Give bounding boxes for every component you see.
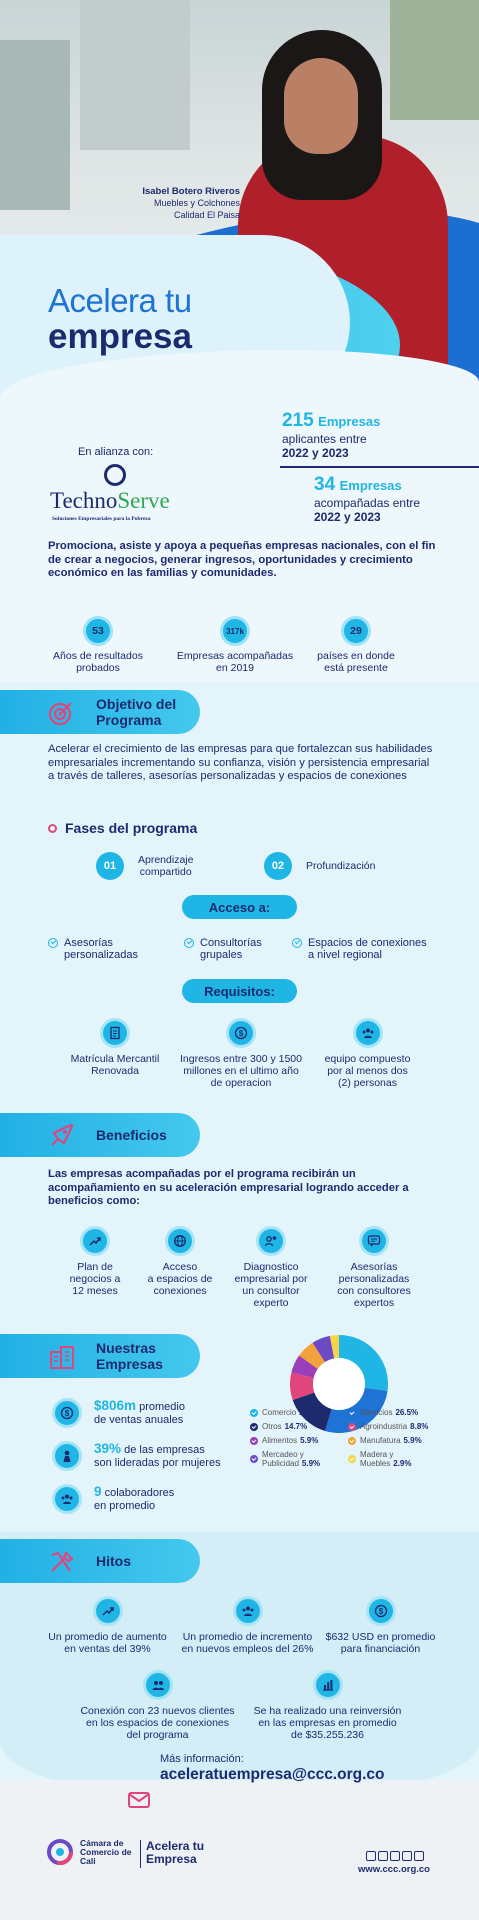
benefit-3-line-4: experto bbox=[253, 1297, 289, 1309]
contact-label: Más información: bbox=[160, 1753, 244, 1765]
chart-legend bbox=[250, 1408, 450, 1468]
company-fact-3-rest-1: colaboradores bbox=[101, 1487, 175, 1499]
buildings-icon bbox=[48, 1344, 76, 1375]
access-item-2 bbox=[184, 937, 262, 961]
objective-title-1: Objetivo del bbox=[96, 696, 177, 712]
youtube-icon[interactable] bbox=[378, 1851, 388, 1861]
requirement-2-line-2: millones en el ultimo año bbox=[183, 1065, 299, 1077]
legend-label bbox=[360, 1422, 428, 1431]
legend-label bbox=[360, 1450, 411, 1468]
figure-years bbox=[48, 616, 148, 674]
legend-name: Agroindustria bbox=[360, 1422, 408, 1431]
svg-text:$: $ bbox=[378, 1607, 383, 1616]
company-fact-2-rest-2: son lideradas por mujeres bbox=[94, 1457, 221, 1469]
legend-name: Mercadeo y bbox=[262, 1450, 304, 1459]
growth-icon bbox=[93, 1596, 123, 1626]
check-icon bbox=[184, 938, 194, 948]
legend-name: Manufatura bbox=[360, 1436, 401, 1445]
requirement-item-2 bbox=[172, 1018, 310, 1089]
instagram-icon[interactable] bbox=[414, 1851, 424, 1861]
document-icon bbox=[100, 1018, 130, 1048]
figure-years-label-1: Años de resultados bbox=[53, 650, 143, 662]
legend-percent: 14.7% bbox=[284, 1422, 308, 1431]
footer-divider bbox=[140, 1840, 141, 1868]
company-fact-2-rest-1: de las empresas bbox=[121, 1444, 205, 1456]
benefits-intro: Las empresas acompañadas por el programa recibirán un acompañamiento en su aceleración empresarial logrando acceder a beneficios como: bbox=[48, 1168, 409, 1207]
legend-label bbox=[360, 1408, 418, 1417]
figure-countries-value: 29 bbox=[341, 616, 371, 646]
linkedin-icon[interactable] bbox=[402, 1851, 412, 1861]
legend-label bbox=[262, 1450, 320, 1468]
milestone-5-line-2: en las empresas en promedio bbox=[258, 1717, 397, 1729]
legend-name: Alimentos bbox=[262, 1436, 298, 1445]
business-name-line2: Calidad El Paisa bbox=[173, 210, 240, 220]
stat-applicants bbox=[282, 410, 472, 460]
requirement-2-line-1: Ingresos entre 300 y 1500 bbox=[179, 1053, 302, 1065]
milestone-item-1 bbox=[40, 1596, 175, 1655]
milestone-2-line-2: en nuevos empleos del 26% bbox=[181, 1643, 314, 1655]
legend-check-icon bbox=[348, 1423, 356, 1431]
stat-accompanied-number: 34 bbox=[314, 474, 336, 495]
person-name: Isabel Botero Riveros bbox=[142, 186, 240, 197]
benefits-header bbox=[0, 1113, 200, 1157]
legend-item bbox=[348, 1450, 448, 1468]
legend-percent: 5.9% bbox=[403, 1436, 422, 1445]
legend-item bbox=[250, 1408, 348, 1417]
benefit-item-3 bbox=[226, 1226, 316, 1309]
team-icon bbox=[233, 1596, 263, 1626]
facebook-icon[interactable] bbox=[366, 1851, 376, 1861]
target-icon bbox=[48, 700, 74, 731]
background-tree bbox=[390, 0, 479, 120]
access-label-1b: personalizadas bbox=[64, 949, 138, 961]
objective-title-2: Programa bbox=[96, 712, 162, 728]
title-line2: empresa bbox=[48, 317, 192, 356]
website-link[interactable]: www.ccc.org.co bbox=[358, 1864, 430, 1875]
phase-item-1 bbox=[96, 852, 193, 880]
benefit-3-line-1: Diagnostico bbox=[243, 1261, 299, 1273]
twitter-icon[interactable] bbox=[390, 1851, 400, 1861]
benefit-4-line-4: expertos bbox=[353, 1297, 395, 1309]
phase-label-1b: compartido bbox=[139, 866, 192, 878]
title-line1: Acelera tu bbox=[48, 282, 192, 319]
rocket-icon bbox=[48, 1123, 76, 1154]
objective-header bbox=[0, 690, 200, 734]
figure-companies-label-2: en 2019 bbox=[216, 662, 254, 674]
figure-countries-label-1: países en donde bbox=[317, 650, 395, 662]
access-label-1a: Asesorías bbox=[64, 937, 113, 949]
legend-check-icon bbox=[348, 1455, 356, 1463]
ccc-logo-icon bbox=[46, 1838, 74, 1866]
company-fact-1 bbox=[52, 1398, 185, 1428]
org-name-1: Cámara de bbox=[80, 1837, 124, 1848]
org-name-2: Comercio de bbox=[80, 1846, 132, 1857]
legend-percent: 8.8% bbox=[410, 1422, 429, 1431]
globe-icon bbox=[165, 1226, 195, 1256]
svg-text:$: $ bbox=[64, 1409, 70, 1418]
milestone-item-4 bbox=[75, 1670, 240, 1741]
company-fact-3-highlight: 9 bbox=[94, 1484, 102, 1499]
legend-percent: 26.5% bbox=[299, 1408, 322, 1417]
legend-label bbox=[360, 1436, 422, 1445]
requirement-item-3 bbox=[310, 1018, 425, 1089]
phase-label-1a: Aprendizaje bbox=[138, 854, 194, 866]
legend-label bbox=[262, 1408, 322, 1417]
access-label-3a: Espacios de conexiones bbox=[308, 937, 427, 949]
team-icon bbox=[353, 1018, 383, 1048]
access-item-3 bbox=[292, 937, 427, 961]
legend-item bbox=[250, 1422, 348, 1431]
legend-check-icon bbox=[348, 1409, 356, 1417]
benefit-item-2 bbox=[140, 1226, 220, 1297]
access-label-3b: a nivel regional bbox=[308, 949, 382, 961]
figure-countries bbox=[306, 616, 406, 674]
background-building bbox=[80, 0, 190, 150]
people-icon bbox=[143, 1670, 173, 1700]
benefit-1-line-1: Plan de bbox=[77, 1261, 113, 1273]
legend-percent: 5.9% bbox=[301, 1459, 321, 1468]
phases-title: Fases del programa bbox=[65, 820, 198, 836]
company-fact-1-highlight: $806m bbox=[94, 1398, 137, 1413]
growth-icon bbox=[80, 1226, 110, 1256]
stat-applicants-unit: Empresas bbox=[318, 414, 381, 429]
legend-item bbox=[348, 1422, 448, 1431]
legend-name-line2: Muebles bbox=[360, 1459, 391, 1468]
access-label-2b: grupales bbox=[200, 949, 243, 961]
legend-name: Comercio bbox=[262, 1408, 297, 1417]
tools-icon bbox=[48, 1549, 76, 1580]
company-fact-1-rest-2: de ventas anuales bbox=[94, 1414, 184, 1426]
milestone-item-5 bbox=[245, 1670, 410, 1741]
benefits-title: Beneficios bbox=[96, 1127, 167, 1143]
email-icon bbox=[128, 1792, 150, 1813]
figure-countries-label-2: está presente bbox=[324, 662, 388, 674]
portrait-person-face bbox=[284, 58, 358, 154]
figure-companies bbox=[170, 616, 300, 674]
logo-globe-icon bbox=[104, 464, 126, 486]
hero-section bbox=[0, 0, 479, 420]
logo-text-techno: Techno bbox=[50, 488, 118, 513]
benefit-1-line-3: 12 meses bbox=[72, 1285, 118, 1297]
team-icon bbox=[52, 1484, 82, 1514]
milestone-5-line-1: Se ha realizado una reinversión bbox=[253, 1705, 402, 1717]
phase-label-2: Profundización bbox=[306, 860, 376, 872]
milestone-5-line-3: de $35.255.236 bbox=[291, 1729, 364, 1741]
legend-name-line2: Publicidad bbox=[262, 1459, 299, 1468]
legend-item bbox=[250, 1450, 348, 1468]
milestone-4-line-3: del programa bbox=[126, 1729, 189, 1741]
phase-item-2 bbox=[264, 852, 375, 880]
figure-years-label-2: probados bbox=[76, 662, 120, 674]
logo-text-serve: Serve bbox=[117, 488, 170, 513]
legend-percent: 26.5% bbox=[395, 1408, 419, 1417]
business-name-line1: Muebles y Colchones bbox=[153, 198, 240, 208]
figure-companies-label-1: Empresas acompañadas bbox=[176, 650, 294, 662]
benefit-3-line-2: empresarial por bbox=[234, 1273, 308, 1285]
money-icon bbox=[52, 1398, 82, 1428]
benefit-item-1 bbox=[60, 1226, 130, 1297]
access-item-1 bbox=[48, 937, 138, 961]
stat-accompanied-line: acompañadas entre bbox=[314, 496, 421, 510]
chat-icon bbox=[359, 1226, 389, 1256]
companies-header bbox=[0, 1334, 200, 1378]
technoserve-logo bbox=[48, 462, 208, 528]
stat-accompanied-unit: Empresas bbox=[339, 478, 402, 493]
requirement-1-line-1: Matrícula Mercantil bbox=[70, 1053, 160, 1065]
milestone-3-line-2: para financiación bbox=[340, 1643, 421, 1655]
stat-applicants-number: 215 bbox=[282, 410, 314, 431]
background-building bbox=[0, 40, 70, 210]
requirement-3-line-3: (2) personas bbox=[338, 1077, 397, 1089]
program-name-2: Empresa bbox=[146, 1852, 197, 1866]
svg-text:$: $ bbox=[238, 1029, 244, 1038]
legend-check-icon bbox=[250, 1437, 258, 1445]
milestone-4-line-1: Conexión con 23 nuevos clientes bbox=[80, 1705, 235, 1717]
company-fact-3 bbox=[52, 1484, 174, 1514]
money-icon bbox=[226, 1018, 256, 1048]
requirement-item-1 bbox=[55, 1018, 175, 1077]
legend-check-icon bbox=[250, 1409, 258, 1417]
benefit-item-4 bbox=[326, 1226, 422, 1309]
objective-text: Acelerar el crecimiento de las empresas para que fortalezcan sus habilidades empresariales incrementando su confianza, visión y persistencia empresarial a través de talleres, asesorías personalizadas y espacios de conexiones bbox=[48, 743, 433, 782]
alliance-label: En alianza con: bbox=[78, 446, 154, 458]
milestone-2-line-1: Un promedio de incremento bbox=[182, 1631, 313, 1643]
requirement-3-line-1: equipo compuesto bbox=[324, 1053, 411, 1065]
legend-name: Otros bbox=[262, 1422, 282, 1431]
legend-name: Servicios bbox=[360, 1408, 393, 1417]
phase-number-2: 02 bbox=[264, 852, 292, 880]
stat-accompanied bbox=[314, 474, 479, 524]
figure-years-value: 53 bbox=[83, 616, 113, 646]
milestone-3-line-1: $632 USD en promedio bbox=[325, 1631, 436, 1643]
benefit-2-line-2: a espacios de bbox=[147, 1273, 213, 1285]
phase-number-1: 01 bbox=[96, 852, 124, 880]
legend-percent: 2.9% bbox=[393, 1459, 412, 1468]
alliance-description: Promociona, asiste y apoya a pequeñas empresas nacionales, con el fin de crear a negocios, generar ingresos, oportunidades y crecimiento económico en las familias y comunidades. bbox=[48, 540, 436, 579]
company-fact-2-highlight: 39% bbox=[94, 1441, 122, 1456]
milestone-item-2 bbox=[175, 1596, 320, 1655]
divider bbox=[280, 466, 479, 468]
legend-item bbox=[348, 1436, 448, 1445]
stat-applicants-line: aplicantes entre bbox=[282, 432, 367, 446]
benefit-1-line-2: negocios a bbox=[69, 1273, 121, 1285]
company-fact-1-rest-1: promedio bbox=[136, 1401, 185, 1413]
phases-heading bbox=[48, 820, 197, 836]
legend-check-icon bbox=[250, 1455, 258, 1463]
benefit-2-line-3: conexiones bbox=[153, 1285, 207, 1297]
legend-label bbox=[262, 1436, 318, 1445]
milestone-1-line-2: en ventas del 39% bbox=[64, 1643, 151, 1655]
access-label-2a: Consultorías bbox=[200, 937, 262, 949]
org-name-3: Cali bbox=[80, 1855, 96, 1866]
contact-email[interactable]: aceleratuempresa@ccc.org.co bbox=[160, 1766, 385, 1783]
donut-hole bbox=[313, 1358, 365, 1410]
legend-check-icon bbox=[250, 1423, 258, 1431]
requirement-1-line-2: Renovada bbox=[91, 1065, 139, 1077]
legend-label bbox=[262, 1422, 307, 1431]
milestone-1-line-1: Un promedio de aumento bbox=[48, 1631, 167, 1643]
legend-item bbox=[348, 1408, 448, 1417]
woman-icon bbox=[52, 1441, 82, 1471]
stat-applicants-years: 2022 y 2023 bbox=[282, 446, 349, 460]
logo-tagline: Soluciones Empresariales para la Pobreza bbox=[52, 516, 151, 522]
consultant-icon bbox=[256, 1226, 286, 1256]
money-icon bbox=[366, 1596, 396, 1626]
company-fact-2 bbox=[52, 1441, 221, 1471]
portrait-caption bbox=[100, 186, 240, 221]
legend-name: Madera y bbox=[360, 1450, 394, 1459]
ccc-logo bbox=[46, 1838, 132, 1866]
legend-percent: 5.9% bbox=[300, 1436, 319, 1445]
companies-title-2: Empresas bbox=[96, 1356, 163, 1372]
benefit-2-line-1: Acceso bbox=[162, 1261, 198, 1273]
bullet-icon bbox=[48, 824, 57, 833]
check-icon bbox=[48, 938, 58, 948]
legend-check-icon bbox=[348, 1437, 356, 1445]
company-fact-3-rest-2: en promedio bbox=[94, 1500, 156, 1512]
figure-companies-value: 317k bbox=[220, 616, 250, 646]
program-name-1: Acelera tu bbox=[146, 1839, 205, 1853]
check-icon bbox=[292, 938, 302, 948]
benefit-4-line-2: personalizadas bbox=[338, 1273, 410, 1285]
milestones-title: Hitos bbox=[96, 1553, 131, 1569]
requirement-3-line-2: por al menos dos bbox=[327, 1065, 408, 1077]
milestone-4-line-2: en los espacios de conexiones bbox=[85, 1717, 229, 1729]
benefit-4-line-1: Asesorías bbox=[350, 1261, 398, 1273]
requirement-2-line-3: de operacion bbox=[210, 1077, 272, 1089]
benefit-3-line-3: un consultor bbox=[242, 1285, 300, 1297]
program-logo bbox=[146, 1840, 204, 1866]
requirements-tag: Requisitos: bbox=[182, 979, 297, 1003]
milestone-item-3 bbox=[318, 1596, 443, 1655]
access-tag: Acceso a: bbox=[182, 895, 297, 919]
benefit-4-line-3: con consultores bbox=[337, 1285, 411, 1297]
legend-item bbox=[250, 1436, 348, 1445]
milestones-header bbox=[0, 1539, 200, 1583]
chart-icon bbox=[313, 1670, 343, 1700]
companies-title-1: Nuestras bbox=[96, 1340, 156, 1356]
stat-accompanied-years: 2022 y 2023 bbox=[314, 510, 381, 524]
